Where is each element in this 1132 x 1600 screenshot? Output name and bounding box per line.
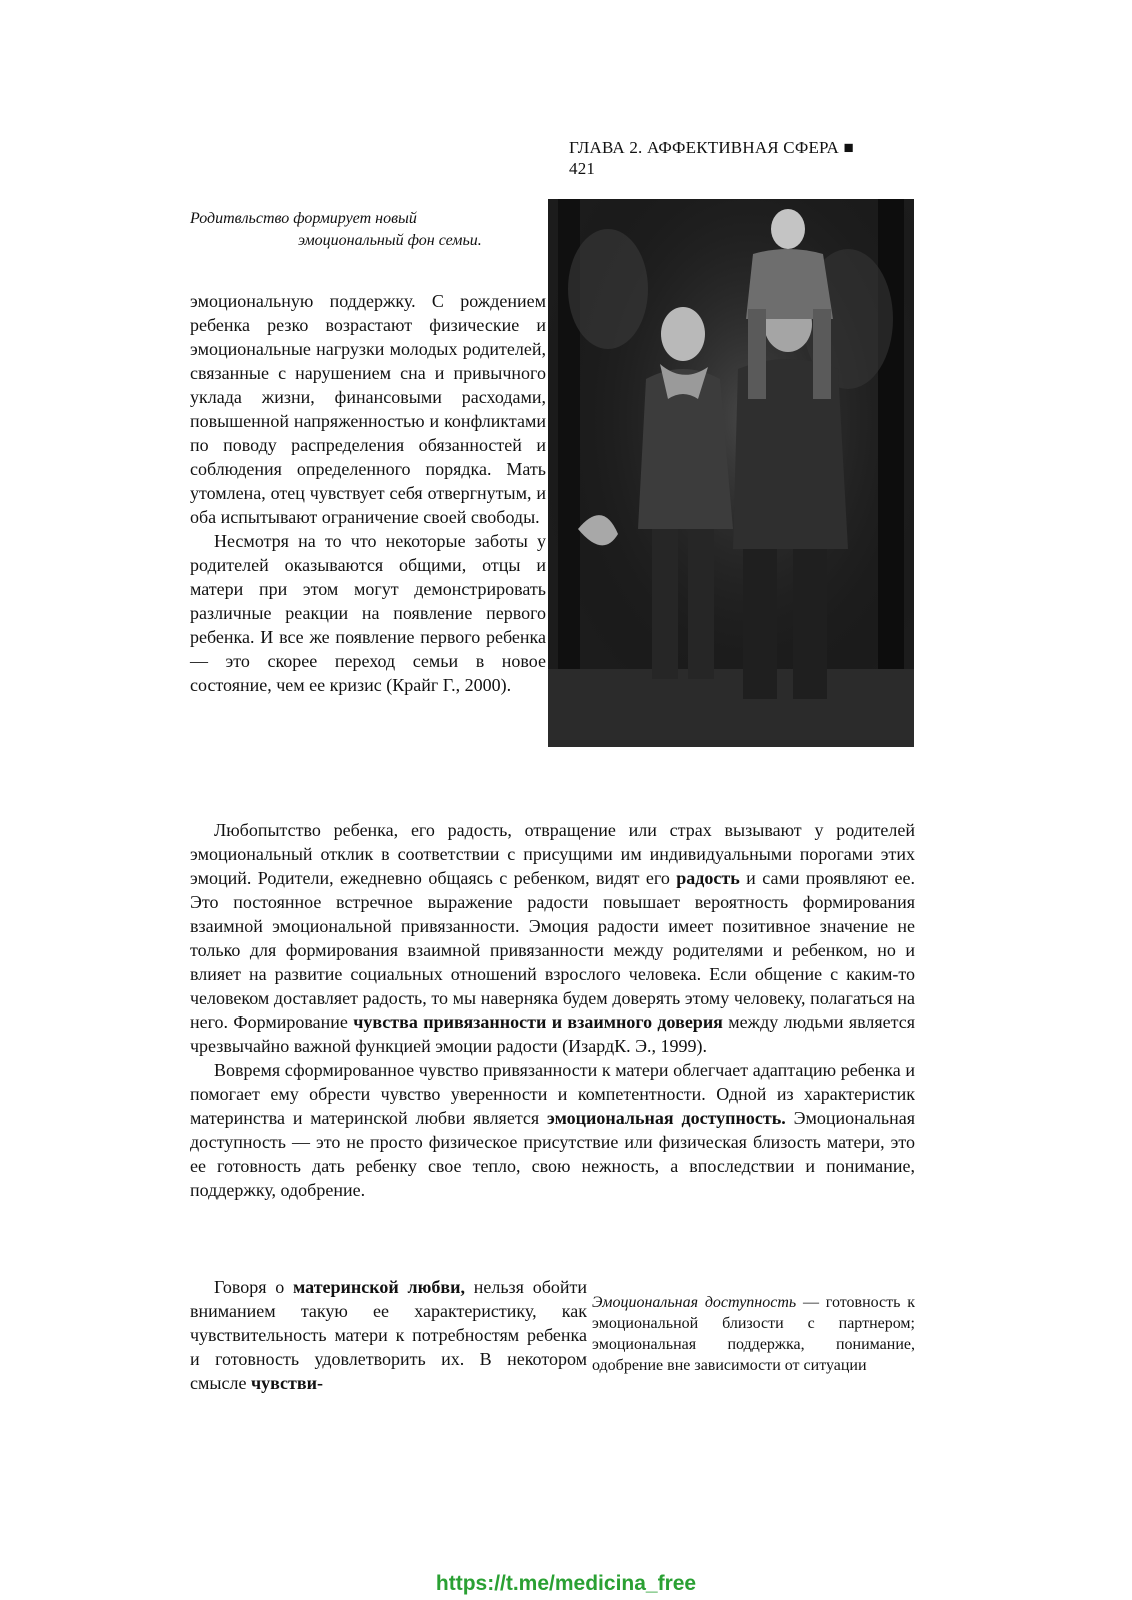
- bold-term: чувства привязанности и взаимного доверия: [353, 1012, 723, 1032]
- family-photo: [548, 199, 914, 747]
- left-column-text: [190, 289, 546, 697]
- photo-caption: [190, 208, 520, 252]
- margin-definition: [592, 1292, 915, 1376]
- bold-term: эмоциональная доступность.: [547, 1108, 786, 1128]
- paragraph: Несмотря на то что некоторые заботы у родителей оказываются общими, отцы и матери при этом могут демонстрировать различные реакции на появление первого ребенка. И все же появление первого ребенка — это скорее переход семьи в новое состояние, чем ее кризис (Крайг Г., 2000).: [190, 531, 546, 695]
- text-run: и сами проявляют ее. Это постоянное встречное выражение радости повышает вероятность формирования взаимной эмоциональной привязанности. Эмоция радости имеет позитивное значение не только для формирования взаимной привязанности между родителями и ребенком, но и влияет на развитие социальных отношений взрослого человека. Если общение с каким-то человеком доставляет радость, то мы наверняка будем доверять этому человеку, полагаться на него. Формирование: [190, 868, 915, 1032]
- text-run: Эмоциональная доступность — это не просто физическое присутствие или физическая близость матери, это ее готовность дать ребенку свое тепло, свою нежность, а впоследствии и понимание, поддержку, одобрение.: [190, 1108, 915, 1200]
- paragraph: [190, 818, 915, 1058]
- caption-line-1: Родитвльство формирует новый: [190, 210, 417, 227]
- bold-term: чувстви-: [250, 1373, 323, 1393]
- definition-term: Эмоциональная доступность: [592, 1294, 797, 1311]
- caption-line-2: эмоциональный фон семьи.: [298, 232, 482, 249]
- text-run: Любопытство ребенка, его радость, отвращение или страх вызывают у родителей эмоциональный отклик в соответствии с присущими им индивидуальными порогами этих эмоций. Родители, ежедневно общаясь с ребенком, видят его: [190, 820, 915, 888]
- text-run: нельзя обойти вниманием такую ее характеристику, как чувствительность матери к потребностям ребенка и готовность удовлетворить их. В некотором смысле: [190, 1277, 588, 1393]
- paragraph: [190, 1275, 587, 1395]
- running-header: [569, 137, 909, 179]
- chapter-title: ГЛАВА 2. АФФЕКТИВНАЯ СФЕРА ■: [569, 138, 854, 157]
- bold-term: радость: [676, 868, 740, 888]
- family-photo-illustration: [548, 199, 914, 747]
- telegram-link[interactable]: https://t.me/medicina_free: [435, 1572, 697, 1595]
- text-run: Говоря о: [214, 1277, 294, 1297]
- body-text: [190, 818, 915, 1202]
- text-run: Вовремя сформированное чувство привязанности к матери облегчает адаптацию ребенка и помогает ему обрести чувство уверенности и компетентности. Одной из характеристик материнства и материнской любви является: [190, 1060, 915, 1128]
- bottom-column-text: [190, 1275, 587, 1395]
- paragraph: эмоциональную поддержку. С рождением ребенка резко возрастают физические и эмоциональные нагрузки молодых родителей, связанные с нарушением сна и привычного уклада жизни, финансовыми расходами, повышенной напряженностью и конфликтами по поводу распределения обязанностей и соблюдения определенного порядка. Мать утомлена, отец чувствует себя отвергнутым, и оба испытывают ограничение своей свободы.: [190, 291, 546, 527]
- text-run: между людьми является чрезвычайно важной функцией эмоции радости (ИзардК. Э., 1999).: [190, 1012, 915, 1056]
- definition-text: — готовность к эмоциональной близости с партнером; эмоциональная поддержка, понимание, одобрение вне зависимости от ситуации: [592, 1294, 915, 1374]
- page-number: 421: [569, 159, 596, 178]
- bold-term: материнской любви,: [293, 1277, 465, 1297]
- paragraph: [190, 1058, 915, 1202]
